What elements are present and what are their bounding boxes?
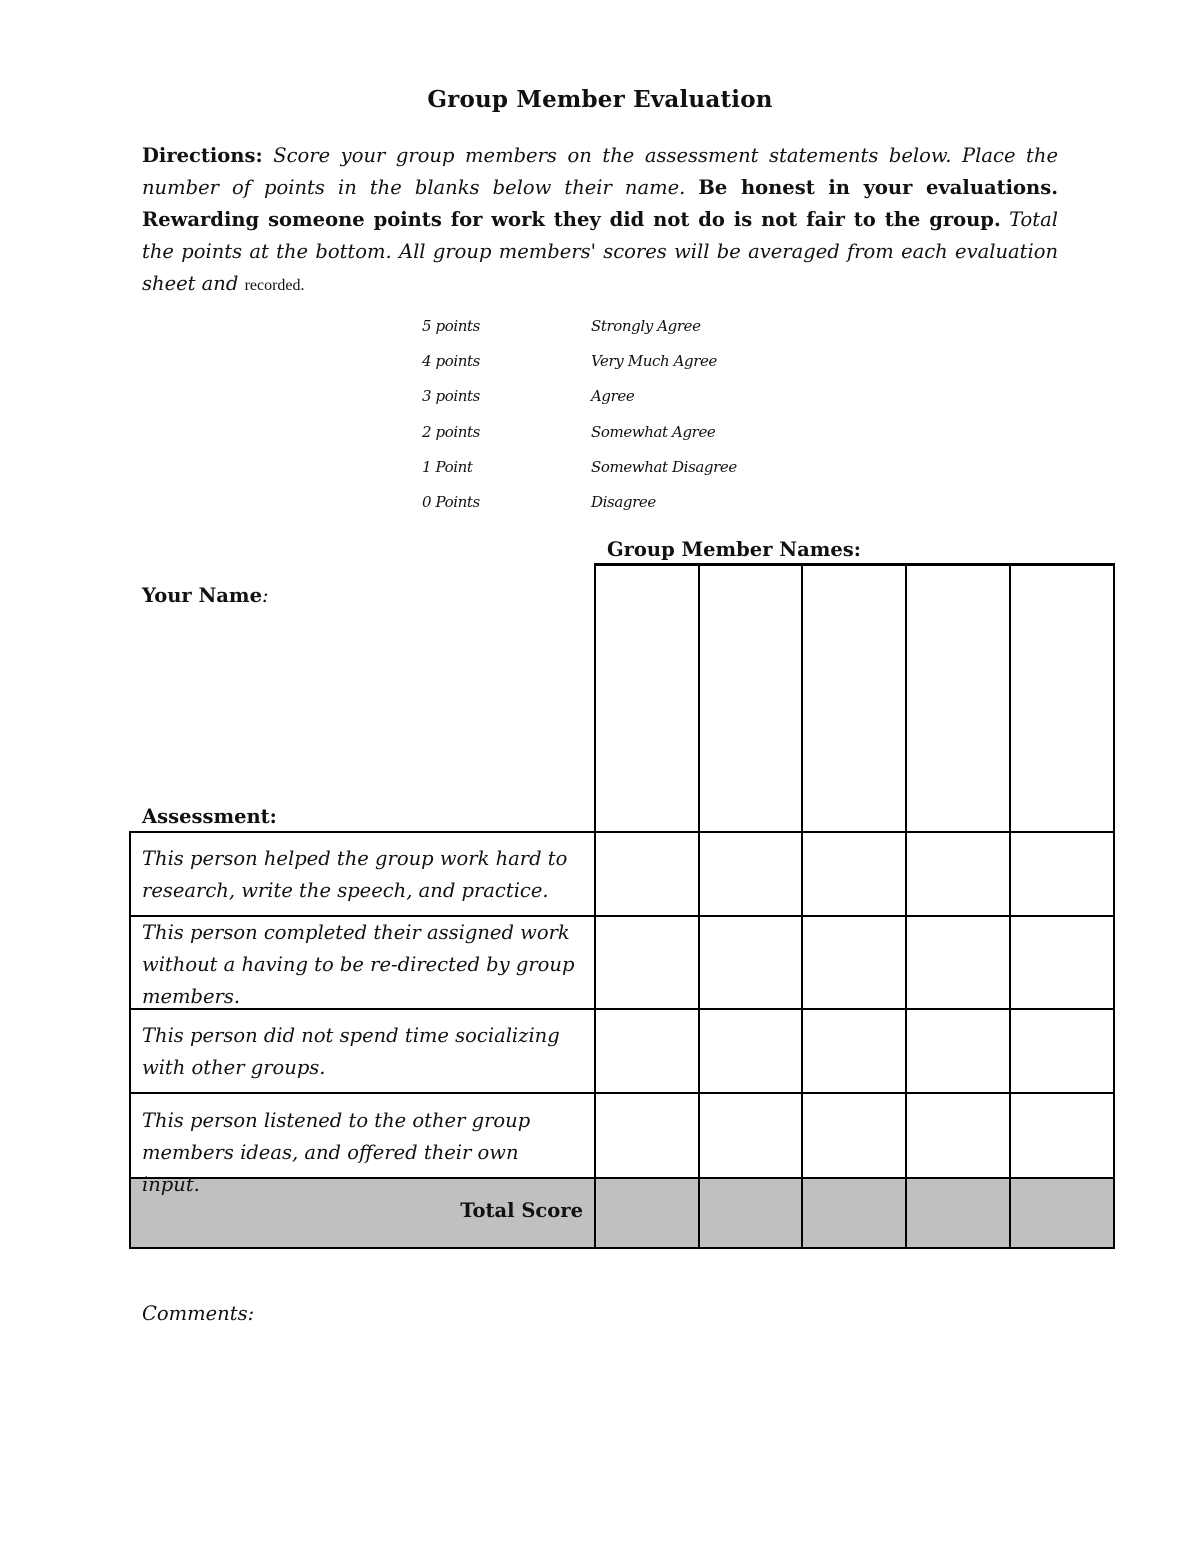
table-border	[129, 1247, 1115, 1249]
scale-label: Somewhat Disagree	[591, 457, 737, 476]
scale-row	[422, 458, 822, 493]
scale-label: Agree	[591, 387, 635, 406]
assessment-statement: This person completed their assigned work without a having to be re-directed by group members.	[142, 921, 575, 1008]
document-title: Group Member Evaluation	[427, 86, 773, 113]
directions-label: Directions:	[142, 144, 263, 167]
member-name-cell[interactable]	[700, 565, 801, 832]
points-scale	[422, 317, 822, 528]
assessment-statement: This person did not spend time socializing with other groups.	[142, 1024, 560, 1079]
scale-label: Very Much Agree	[591, 352, 717, 371]
table-border	[594, 563, 1115, 566]
scale-row	[422, 387, 822, 422]
table-border	[1113, 563, 1115, 1249]
scale-label: Somewhat Agree	[591, 422, 716, 441]
scale-points: 0 Points	[422, 492, 480, 511]
member-name-cell[interactable]	[596, 565, 698, 832]
scale-points: 4 points	[422, 352, 480, 371]
directions-paragraph	[142, 140, 1058, 302]
scale-row	[422, 423, 822, 458]
assessment-label: Assessment:	[142, 805, 277, 828]
table-border	[698, 563, 700, 1249]
scale-points: 5 points	[422, 317, 480, 335]
table-border	[129, 831, 131, 1249]
scale-row	[422, 317, 822, 352]
table-border	[129, 831, 1115, 833]
comments-label: Comments:	[142, 1302, 255, 1325]
assessment-statement: This person helped the group work hard to research, write the speech, and practice.	[142, 847, 568, 902]
assessment-statement: This person listened to the other group members ideas, and offered their own input.	[142, 1109, 531, 1196]
scale-points: 1 Point	[422, 457, 473, 476]
directions-text-3: Total the points at the bottom. All group members' scores will be averaged from each evaluation sheet and	[142, 208, 1058, 295]
scale-label: Strongly Agree	[591, 317, 701, 335]
scale-row	[422, 493, 822, 528]
group-member-names-label: Group Member Names:	[607, 538, 861, 561]
total-score-label: Total Score	[460, 1199, 583, 1222]
your-name-text: Your Name	[142, 584, 262, 607]
member-name-cell[interactable]	[803, 565, 905, 832]
scale-label: Disagree	[591, 492, 656, 511]
your-name-colon: :	[261, 584, 269, 607]
your-name-label	[142, 584, 269, 607]
member-name-cell[interactable]	[1011, 565, 1113, 832]
table-border	[801, 563, 803, 1249]
table-border	[129, 1092, 1115, 1094]
scale-points: 3 points	[422, 387, 480, 406]
table-border	[594, 563, 596, 1249]
member-name-cell[interactable]	[907, 565, 1009, 832]
directions-text-2: Be honest in your evaluations. Rewarding someone points for work they did not do is not fair to the group.	[142, 176, 1058, 231]
scale-points: 2 points	[422, 422, 480, 441]
table-border	[905, 563, 907, 1249]
directions-text-4: recorded.	[244, 277, 305, 294]
directions-text-1: Score your group members on the assessment statements below. Place the number of points in the blanks below their name.	[142, 144, 1058, 199]
scale-row	[422, 352, 822, 387]
table-border	[1009, 563, 1011, 1249]
